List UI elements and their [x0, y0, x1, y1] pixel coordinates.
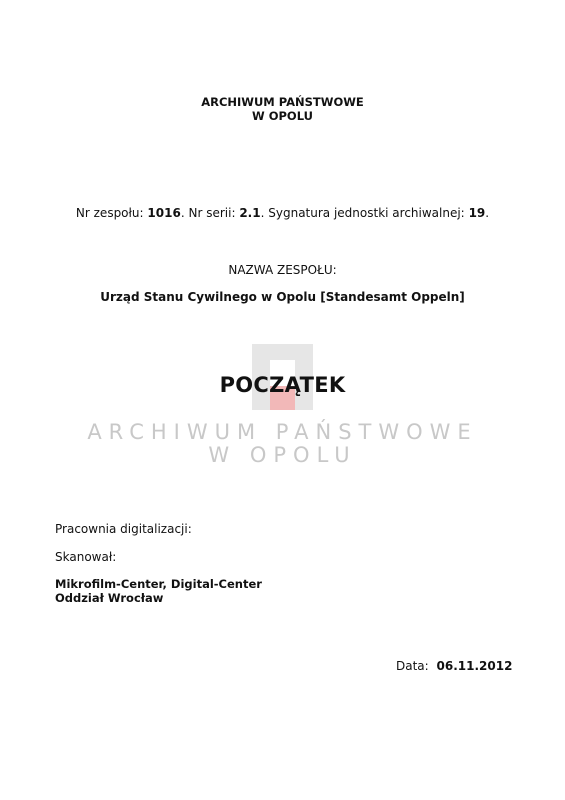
- archive-name-line2: W OPOLU: [252, 109, 313, 123]
- seria-value: 2.1: [239, 206, 261, 220]
- company-line1: Mikrofilm-Center, Digital-Center: [55, 577, 262, 591]
- reference-line: Nr zespołu: 1016. Nr serii: 2.1. Sygnatura jednostki archiwalnej: 19.: [75, 206, 490, 220]
- company-line2: Oddział Wrocław: [55, 591, 164, 605]
- fonds-name: Urząd Stanu Cywilnego w Opolu [Standesamt Oppeln]: [100, 290, 465, 304]
- digitization-lab-label: Pracownia digitalizacji:: [55, 522, 192, 536]
- seria-label: Nr serii:: [188, 206, 236, 220]
- zespol-value: 1016: [147, 206, 181, 220]
- watermark-line2: W OPOLU: [208, 443, 357, 467]
- sygnatura-label: Sygnatura jednostki archiwalnej:: [268, 206, 465, 220]
- scanned-by-label: Skanował:: [55, 550, 117, 564]
- zespol-label: Nr zespołu:: [75, 206, 144, 220]
- date-label: Data:: [396, 659, 429, 673]
- fonds-label: NAZWA ZESPOŁU:: [228, 263, 337, 277]
- date-value: 06.11.2012: [436, 659, 513, 673]
- watermark-line1: ARCHIWUM PAŃSTWOWE: [87, 420, 478, 444]
- marker-title: POCZĄTEK: [219, 373, 346, 397]
- archive-name-line1: ARCHIWUM PAŃSTWOWE: [201, 95, 364, 109]
- date-line: [396, 658, 512, 674]
- sygnatura-value: 19: [468, 206, 486, 220]
